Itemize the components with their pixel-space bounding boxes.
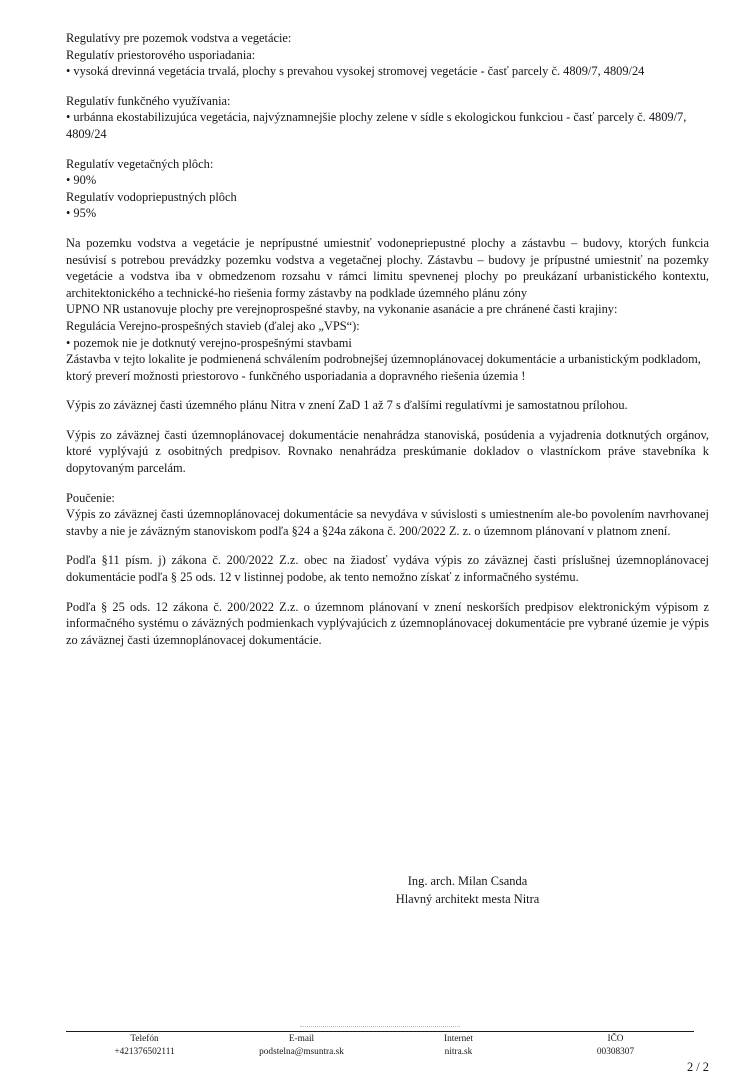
paragraph-podla-25 bbox=[66, 599, 709, 649]
paragraph-upno-nr bbox=[66, 301, 709, 384]
document-body bbox=[66, 30, 709, 648]
signature-title: Hlavný architekt mesta Nitra bbox=[395, 892, 540, 906]
text-line: Regulatívy pre pozemok vodstva a vegetácie: bbox=[66, 31, 292, 45]
text-line: • pozemok nie je dotknutý verejno-prospešnými stavbami bbox=[66, 335, 352, 350]
page-number: 2 / 2 bbox=[686, 1060, 709, 1074]
paragraph-regulativ-vegetacnych bbox=[66, 156, 709, 222]
footer-value: 00308307 bbox=[596, 1047, 635, 1057]
scan-artifact-line bbox=[300, 1026, 460, 1027]
footer-divider bbox=[66, 1031, 694, 1032]
paragraph-vypis-priloha bbox=[66, 397, 709, 414]
text-line: Zástavba v tejto lokalite je podmienená schválením podrobnejšej územnoplánovacej dokumentácie a urbanistickým podkladom, ktorý preverí možnosti priestorovo - funkčného usporiadania a dopravného riešenia územia ! bbox=[66, 352, 701, 383]
text-line: Podľa §11 písm. j) zákona č. 200/2022 Z.z. obec na žiadosť vydáva výpis zo záväznej časti príslušnej územnoplánovacej dokumentácie podľa § 25 ods. 12 v listinnej podobe, ak tento nemožno získať z informačného systému. bbox=[66, 553, 709, 585]
footer-value: nitra.sk bbox=[444, 1047, 473, 1057]
paragraph-regulativ-funkcneho bbox=[66, 93, 709, 143]
text-line: • vysoká drevinná vegetácia trvalá, plochy s prevahou vysokej stromovej vegetácie - časť parcely č. 4809/7, 4809/24 bbox=[66, 64, 645, 79]
footer-value: podstelna@msuntra.sk bbox=[259, 1047, 344, 1057]
paragraph-pozemok-vodstva bbox=[66, 235, 709, 301]
spacer bbox=[66, 384, 709, 397]
spacer bbox=[66, 143, 709, 156]
footer-label: Telefón bbox=[130, 1034, 159, 1044]
text-line: Regulatív vodopriepustných plôch bbox=[66, 189, 237, 204]
footer-label: IČO bbox=[607, 1034, 624, 1044]
spacer bbox=[66, 586, 709, 599]
text-line-heading: Poučenie: bbox=[66, 490, 115, 505]
spacer bbox=[66, 80, 709, 93]
text-line: Výpis zo záväznej časti územného plánu Nitra v znení ZaD 1 až 7 s ďalšími regulatívmi je samostatnou prílohou. bbox=[66, 398, 628, 413]
text-line: Regulácia Verejno-prospešných stavieb (ďalej ako „VPS“): bbox=[66, 318, 360, 333]
footer-column-email bbox=[223, 1033, 380, 1059]
footer-column-telefon bbox=[66, 1033, 223, 1059]
spacer bbox=[66, 414, 709, 427]
footer-column-ico bbox=[537, 1033, 694, 1059]
text-line: • 90% bbox=[66, 173, 97, 188]
footer-value: +421376502111 bbox=[114, 1047, 175, 1057]
footer-label: E-mail bbox=[288, 1034, 315, 1044]
footer-label: Internet bbox=[444, 1034, 473, 1044]
signature-block bbox=[0, 872, 755, 908]
signature-name: Ing. arch. Milan Csanda bbox=[407, 874, 528, 888]
footer-column-internet bbox=[380, 1033, 537, 1059]
text-line: • 95% bbox=[66, 206, 97, 221]
text-line: Podľa § 25 ods. 12 zákona č. 200/2022 Z.z. o územnom plánovaní v znení neskorších predpisov elektronickým výpisom z informačného systému o záväzných podmienkach vyplývajúcich z územnoplánovacej dokumentácie pre vybrané územie je výpis zo záväznej časti územnoplánovacej dokumentácie. bbox=[66, 599, 709, 647]
spacer bbox=[66, 222, 709, 235]
spacer bbox=[66, 539, 709, 552]
paragraph-vypis-nenahradza bbox=[66, 427, 709, 477]
text-line: Regulatív vegetačných plôch: bbox=[66, 156, 214, 171]
text-line: Výpis zo záväznej časti územnoplánovacej dokumentácie sa nevydáva v súvislosti s umiestnením ale-bo povolením navrhovanej stavby a nie je záväzným stanoviskom podľa §24 a §24a zákona č. 200/2022 Z. z. o územnom plánovaní v platnom znení. bbox=[66, 507, 709, 538]
page-footer bbox=[66, 1033, 694, 1059]
text-line: Regulatív priestorového usporiadania: bbox=[66, 47, 256, 62]
text-line: Výpis zo záväznej časti územnoplánovacej dokumentácie nenahrádza stanoviská, posúdenia a vyjadrenia dotknutých orgánov, ktoré vyplývajú z osobitných predpisov. Rovnako nenahrádza preskúmanie dokladov o vlastníckom práve stavebníka k dopytovaným parcelám. bbox=[66, 427, 709, 476]
paragraph-podla-11 bbox=[66, 552, 709, 585]
text-line: UPNO NR ustanovuje plochy pre verejnoprospešné stavby, na vykonanie asanácie a pre chránené časti krajiny: bbox=[66, 302, 618, 317]
spacer bbox=[66, 477, 709, 490]
text-line: • urbánna ekostabilizujúca vegetácia, najvýznamnejšie plochy zelene v sídle s ekologickou funkciou - časť parcely č. 4809/7, 4809/24 bbox=[66, 110, 687, 141]
paragraph-poucenie bbox=[66, 490, 709, 540]
text-line: Na pozemku vodstva a vegetácie je neprípustné umiestniť vodonepriepustné plochy a zástavbu – budovy, ktorých funkcia nesúvisí s potrebou prevádzky pozemku vodstva a vegetačnej plochy. Zástavbu – budovy je prípustné umiestniť na pozemky vegetácie a vodstva iba v obmedzenom rozsahu v rámci limitu spevnenej plochy po preukázaní urbanistického kontextu, architektonického a technické-ho riešenia formy zástavby na podklade územného plánu zóny bbox=[66, 235, 709, 300]
paragraph-regulativy-pozemok bbox=[66, 30, 709, 80]
text-line: Regulatív funkčného využívania: bbox=[66, 93, 231, 108]
